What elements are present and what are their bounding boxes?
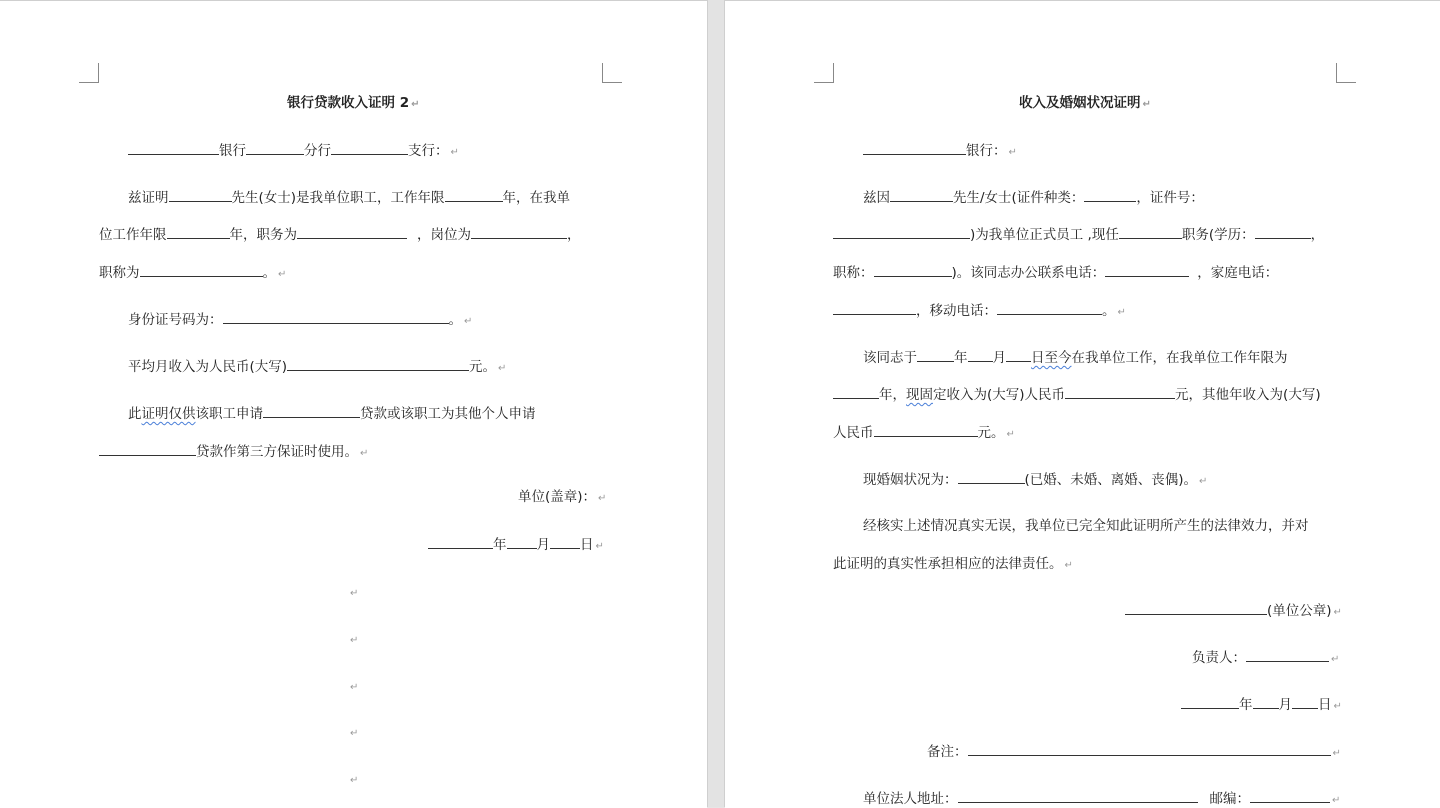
text: )为我单位正式员工 ,现任 [970,227,1119,243]
text: 先生/女士(证件种类： [953,190,1085,206]
text: 月 [1278,697,1292,713]
paragraph-mark-icon: ↵ [360,448,369,459]
blank-field[interactable] [890,188,953,202]
text: 贷款或该职工为其他个人申请 [360,406,536,422]
text: 分行 [304,143,331,159]
blank-field[interactable] [246,141,304,155]
text: 日 [1318,697,1332,713]
text: 。 [262,265,276,281]
blank-field[interactable] [874,423,978,437]
text: 现固 [906,387,933,403]
paragraph-mark-icon: ↵ [595,541,604,552]
title-text: 银行贷款收入证明 2 [287,95,410,111]
paragraph-mark-icon: ↵ [1064,560,1073,571]
text: 单位法人地址： [863,791,958,807]
empty-paragraph[interactable] [348,723,358,743]
blank-field[interactable] [1181,695,1239,709]
text: 银行： [966,143,1007,159]
blank-field[interactable] [833,385,879,399]
blank-field[interactable] [1125,601,1267,615]
text: 邮编： [1209,791,1250,807]
empty-paragraph[interactable] [348,630,358,650]
text: 兹因 [863,190,890,206]
blank-field[interactable] [1006,348,1031,362]
text: ，证件号： [1136,190,1204,206]
page-gutter [707,0,725,807]
paragraph-mark-icon: ↵ [350,588,359,599]
blank-field[interactable] [874,263,952,277]
paragraph-bank-line[interactable] [128,141,459,162]
text: 银行 [219,143,246,159]
paragraph-mark-icon: ↵ [1199,476,1208,487]
blank-field[interactable] [507,535,537,549]
paragraph-line[interactable] [833,555,1073,575]
paragraph-mark-icon: ↵ [1142,99,1151,110]
text: ，家庭电话： [1197,265,1279,281]
margin-corner-top-left [79,63,99,83]
text: 元。 [469,359,497,375]
blank-field[interactable] [331,141,408,155]
paragraph-mark-icon: ↵ [1006,429,1015,440]
paragraph-bank-line[interactable] [863,141,1017,162]
paragraph-line[interactable] [833,385,1321,404]
empty-paragraph[interactable] [348,677,358,697]
text: 经核实上述情况真实无误，我单位已完全知此证明所产生的法律效力，并对 [863,518,1309,534]
address-line[interactable] [863,789,1340,808]
paragraph-mark-icon: ↵ [350,775,359,786]
margin-corner-top-right [602,63,622,83]
blank-field[interactable] [223,310,449,324]
paragraph-mark-icon: ↵ [1333,701,1342,712]
date-line[interactable] [428,535,604,556]
text: 月 [992,350,1006,366]
text: 职称为 [99,265,140,281]
paragraph-mark-icon: ↵ [1008,147,1017,158]
date-line[interactable] [1181,695,1342,716]
text: 定收入为(大写)人民币 [933,387,1066,403]
blank-field[interactable] [169,188,232,202]
blank-field[interactable] [1292,695,1318,709]
title-text: 收入及婚姻状况证明 [1019,95,1141,111]
paragraph-mark-icon: ↵ [350,728,359,739]
text: 此 [128,406,142,422]
blank-field[interactable] [445,188,503,202]
blank-field[interactable] [1105,263,1189,277]
text: ，移动电话： [916,303,997,319]
text: 元，其他年收入为(大写) [1175,387,1321,403]
paragraph-mark-icon: ↵ [450,147,459,158]
text: 平均月收入为人民币(大写) [128,359,288,375]
margin-corner-top-right [1336,63,1356,83]
blank-field[interactable] [1084,188,1136,202]
blank-field[interactable] [550,535,580,549]
text: (单位公章) [1267,603,1332,619]
paragraph-mark-icon: ↵ [598,493,607,504]
blank-field[interactable] [297,225,407,239]
text: 年 [493,537,507,553]
text: ， [567,227,581,243]
text: 年， [879,387,906,403]
blank-field[interactable] [863,141,966,155]
blank-field[interactable] [1119,225,1182,239]
text: 在我单位工作，在我单位工作年限为 [1071,350,1288,366]
text: 该职工申请 [195,406,263,422]
text: 月 [536,537,550,553]
text: )。该同志办公联系电话： [951,265,1106,281]
blank-field[interactable] [958,470,1025,484]
paragraph-line[interactable] [833,225,1324,244]
blank-field[interactable] [917,348,954,362]
text: 年，在我单 [502,190,571,206]
paragraph-mark-icon: ↵ [1117,307,1126,318]
paragraph-mark-icon: ↵ [350,635,359,646]
blank-field[interactable] [833,225,970,239]
paragraph-mark-icon: ↵ [411,99,420,110]
empty-paragraph[interactable] [348,583,358,603]
blank-field[interactable] [1253,695,1279,709]
paragraph-line[interactable] [863,517,1309,535]
margin-corner-top-left [814,63,834,83]
paragraph-line[interactable] [128,404,536,423]
paragraph-mark-icon: ↵ [278,269,287,280]
text: ， [1310,227,1325,243]
text: 贷款作第三方保证时使用。 [196,444,358,460]
blank-field[interactable] [471,225,567,239]
remarks-line[interactable] [927,742,1341,763]
paragraph-line[interactable] [833,263,1278,282]
unit-seal-label[interactable] [518,488,606,508]
paragraph-mark-icon: ↵ [1331,654,1340,665]
paragraph-mark-icon: ↵ [1332,795,1341,806]
blank-field[interactable] [128,141,219,155]
paragraph-line[interactable] [99,225,581,244]
text: 该同志于 [863,350,917,366]
blank-field[interactable] [997,301,1102,315]
text: 职务(学历： [1181,227,1255,243]
text: 先生(女士)是我单位职工，工作年限 [231,190,445,206]
text: 年 [954,350,968,366]
empty-paragraph[interactable] [348,770,358,790]
paragraph-line[interactable] [833,423,1015,444]
text: 支行： [408,143,449,159]
paragraph-line[interactable] [128,357,506,378]
text: 兹证明 [128,190,169,206]
blank-field[interactable] [1246,648,1329,662]
document-page-left [0,0,707,808]
blank-field[interactable] [958,789,1198,803]
text: 日 [580,537,594,553]
paragraph-line[interactable] [833,301,1126,322]
text: 单位(盖章)： [518,489,597,505]
document-title[interactable] [1019,94,1151,114]
blank-field[interactable] [428,535,493,549]
paragraph-mark-icon: ↵ [498,363,507,374]
paragraph-line[interactable] [863,188,1204,207]
text: 位工作年限 [99,227,167,243]
text: 备注： [927,744,968,760]
blank-field[interactable] [287,357,469,371]
text: 证明仅供 [141,406,196,422]
paragraph-line[interactable] [128,188,570,207]
blank-field[interactable] [1065,385,1175,399]
unit-seal-line[interactable] [1125,601,1342,622]
paragraph-line[interactable] [99,263,286,284]
blank-field[interactable] [167,225,230,239]
text: 此证明的真实性承担相应的法律责任。 [833,556,1063,572]
text: 。 [1102,303,1116,319]
text: 日至今 [1031,350,1072,366]
blank-field[interactable] [99,442,196,456]
blank-field[interactable] [140,263,263,277]
text: 年，职务为 [229,227,297,243]
paragraph-line[interactable] [99,442,368,463]
blank-field[interactable] [833,301,916,315]
responsible-person-line[interactable] [1192,648,1339,669]
blank-field[interactable] [263,404,360,418]
paragraph-line[interactable] [863,348,1288,367]
text: 现婚姻状况为： [863,472,958,488]
paragraph-line[interactable] [128,310,472,331]
blank-field[interactable] [1250,789,1330,803]
paragraph-mark-icon: ↵ [1333,607,1342,618]
text: 年 [1239,697,1253,713]
text: 。 [448,312,462,328]
blank-field[interactable] [1255,225,1311,239]
text: 人民币 [833,425,874,441]
text: 身份证号码为： [128,312,223,328]
paragraph-mark-icon: ↵ [350,682,359,693]
text: (已婚、未婚、离婚、丧偶)。 [1024,472,1198,488]
document-title[interactable] [287,94,419,114]
text: 元。 [977,425,1005,441]
paragraph-mark-icon: ↵ [464,316,473,327]
text: 负责人： [1192,650,1246,666]
blank-field[interactable] [968,742,1331,756]
document-page-right [725,0,1440,808]
paragraph-line[interactable] [863,470,1207,491]
text: ，岗位为 [417,227,471,243]
text: 职称： [833,265,874,281]
paragraph-mark-icon: ↵ [1332,748,1341,759]
blank-field[interactable] [968,348,993,362]
